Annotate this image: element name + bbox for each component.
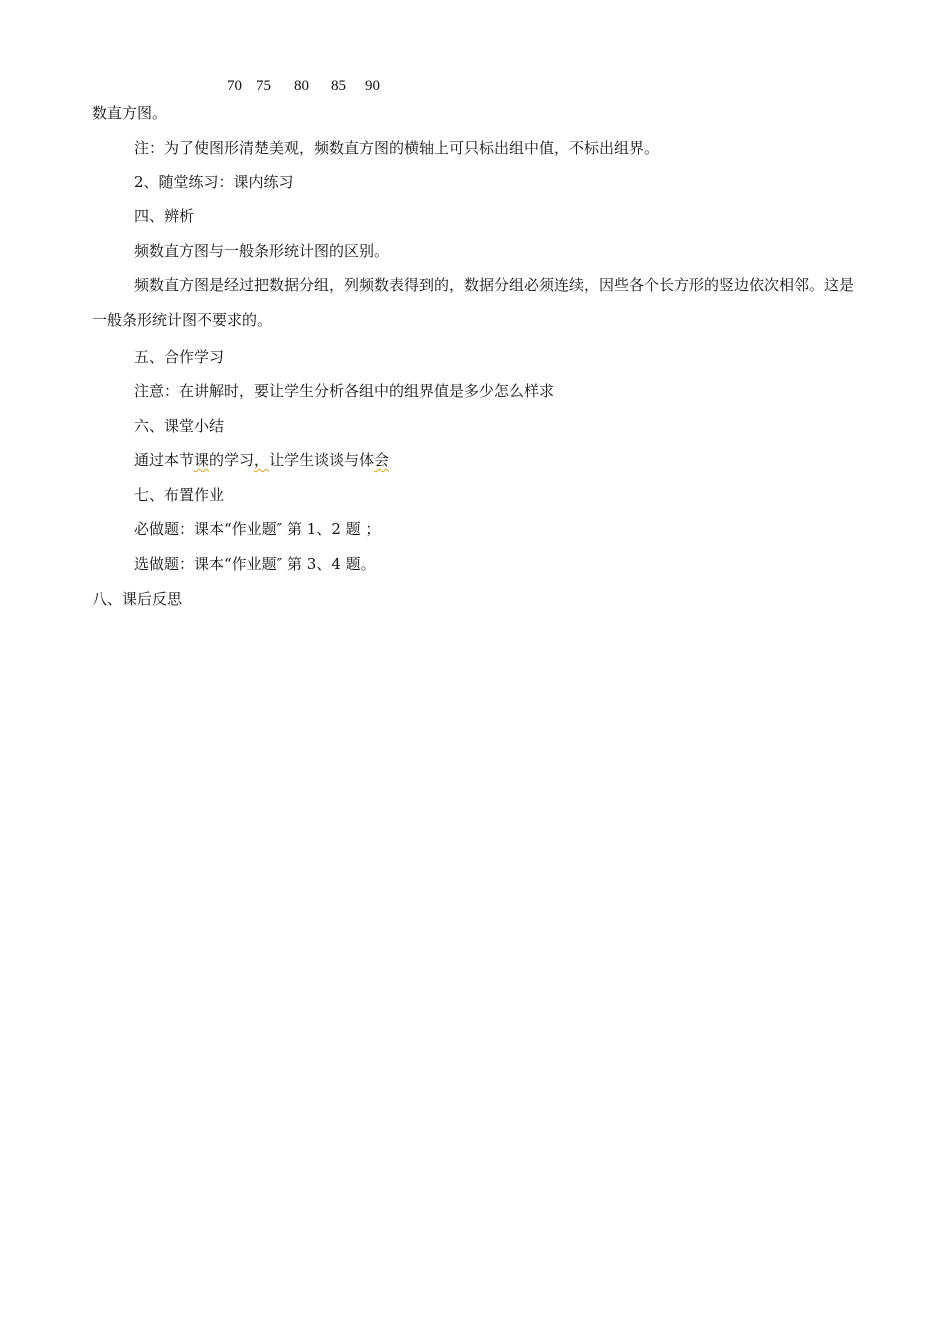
summary-text-marked: 会 xyxy=(374,451,390,469)
required-homework: 必做题：课本“作业题″ 第 1、2 题 ； xyxy=(134,520,381,538)
optional-homework: 选做题：课本“作业题″ 第 3、4 题。 xyxy=(134,555,376,573)
summary-text: 让学生谈谈与体 xyxy=(269,451,375,469)
attention-paragraph: 注意：在讲解时，要让学生分析各组中的组界值是多少怎么样求 xyxy=(134,382,555,400)
section-6-heading: 六、课堂小结 xyxy=(134,417,225,435)
difference-intro: 频数直方图与一般条形统计图的区别。 xyxy=(134,242,390,260)
section-5-heading: 五、合作学习 xyxy=(134,348,225,366)
section-7-heading: 七、布置作业 xyxy=(134,486,225,504)
axis-tick-label: 90 xyxy=(365,78,380,94)
axis-tick-label: 85 xyxy=(331,78,346,94)
section-8-heading: 八、课后反思 xyxy=(92,590,183,608)
difference-paragraph: 频数直方图是经过把数据分组，列频数表得到的，数据分组必须连续，因些各个长方形的竖边依次相邻。这是一般条形统计图不要求的。 xyxy=(92,276,855,329)
summary-text: 通过本节 xyxy=(134,451,195,469)
summary-text-marked: 课 xyxy=(194,451,210,469)
axis-tick-label: 80 xyxy=(294,78,309,94)
summary-text-marked: ， xyxy=(254,451,270,469)
note-paragraph: 注：为了使图形清楚美观，频数直方图的横轴上可只标出组中值，不标出组界。 xyxy=(134,139,660,157)
summary-paragraph xyxy=(134,450,389,470)
figure-caption-tail: 数直方图。 xyxy=(92,104,168,122)
axis-tick-label: 75 xyxy=(256,78,271,94)
axis-tick-label: 70 xyxy=(227,78,242,94)
practice-heading: 2、随堂练习：课内练习 xyxy=(134,173,294,191)
section-4-heading: 四、辨析 xyxy=(134,207,195,225)
histogram-axis-ticks xyxy=(0,78,950,100)
summary-text: 的学习 xyxy=(209,451,255,469)
